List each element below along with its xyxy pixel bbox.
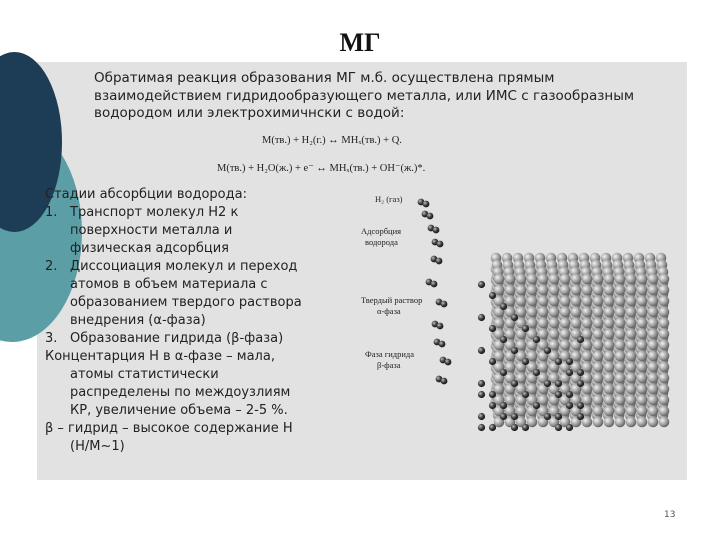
metal-atom — [549, 318, 560, 329]
stage-1-text-line3: физическая адсорбция — [70, 241, 229, 256]
hydrogen-atom — [500, 402, 507, 409]
hydrogen-atom — [500, 369, 507, 376]
stage-3-text-line1: Образование гидрида (β-фаза) — [70, 331, 284, 346]
metal-atom — [593, 406, 604, 417]
metal-atom — [571, 285, 582, 296]
metal-atom — [615, 351, 626, 362]
metal-atom — [582, 296, 593, 307]
metal-atom — [604, 307, 615, 318]
metal-atom — [516, 274, 527, 285]
metal-atom — [648, 340, 659, 351]
hydrogen-atom — [478, 281, 485, 288]
metal-atom — [659, 417, 670, 428]
metal-atom — [604, 351, 615, 362]
metal-atom — [571, 307, 582, 318]
hydrogen-atom — [489, 292, 496, 299]
metal-atom — [659, 329, 670, 340]
metal-atom — [626, 417, 637, 428]
hydrogen-atom — [478, 314, 485, 321]
metal-atom — [637, 406, 648, 417]
hydrogen-atom — [441, 378, 448, 385]
hydrogen-atom — [489, 402, 496, 409]
metal-atom — [648, 285, 659, 296]
metal-atom — [582, 285, 593, 296]
metal-atom — [659, 362, 670, 373]
label-h2-gas: H₂ (газ) — [375, 194, 403, 204]
hydrogen-atom — [555, 380, 562, 387]
hydrogen-atom — [511, 380, 518, 387]
hydrogen-atom — [439, 341, 446, 348]
metal-atom — [648, 362, 659, 373]
hydrogen-atom — [577, 380, 584, 387]
metal-atom — [560, 329, 571, 340]
stage-1 — [45, 204, 345, 222]
metal-atom — [648, 395, 659, 406]
metal-atom — [560, 274, 571, 285]
hydrogen-atom — [489, 424, 496, 431]
metal-atom — [615, 285, 626, 296]
metal-atom — [659, 285, 670, 296]
metal-atom — [593, 362, 604, 373]
hydrogen-atom — [522, 391, 529, 398]
metal-atom — [549, 285, 560, 296]
metal-atom — [626, 395, 637, 406]
metal-atom — [604, 384, 615, 395]
hydrogen-atom — [555, 413, 562, 420]
hydrogen-atom — [544, 413, 551, 420]
stage-3-number: 3. — [45, 331, 58, 346]
metal-atom — [593, 285, 604, 296]
metal-atom — [527, 307, 538, 318]
metal-atom — [604, 406, 615, 417]
metal-atom — [659, 318, 670, 329]
label-adsorption-line1: Адсорбция — [361, 226, 402, 236]
metal-atom — [626, 362, 637, 373]
hydrogen-atom — [522, 358, 529, 365]
metal-atom — [648, 307, 659, 318]
metal-atom — [593, 417, 604, 428]
metal-atom — [637, 373, 648, 384]
label-hydride-phase-line2: β-фаза — [377, 360, 401, 370]
metal-atom — [571, 274, 582, 285]
hydrogen-atom — [511, 314, 518, 321]
metal-atom — [626, 373, 637, 384]
metal-atom — [560, 285, 571, 296]
metal-atom — [549, 307, 560, 318]
metal-atom — [626, 274, 637, 285]
metal-atom — [516, 285, 527, 296]
metal-atom — [615, 373, 626, 384]
metal-atom — [637, 340, 648, 351]
hydrogen-atom — [577, 336, 584, 343]
hydrogen-atom — [441, 301, 448, 308]
hydrogen-atom — [566, 402, 573, 409]
hydrogen-atom — [433, 227, 440, 234]
hydrogen-atom — [489, 358, 496, 365]
metal-atom — [538, 296, 549, 307]
metal-atom — [626, 307, 637, 318]
metal-atom — [593, 296, 604, 307]
metal-atom — [615, 362, 626, 373]
label-adsorption-line2: водорода — [365, 237, 398, 247]
stage-1-number: 1. — [45, 205, 58, 220]
hydrogen-atom — [489, 325, 496, 332]
concentration-text-line2: атомы статистически — [70, 367, 219, 382]
hydrogen-atom — [566, 369, 573, 376]
hydrogen-atom — [555, 358, 562, 365]
metal-atom — [626, 384, 637, 395]
metal-atom — [626, 340, 637, 351]
metal-atom — [626, 318, 637, 329]
metal-atom — [582, 307, 593, 318]
equation-gas-reaction: M(тв.) + H₂(г.) ↔ MHₓ(тв.) + Q. — [262, 135, 402, 146]
metal-atom — [637, 351, 648, 362]
metal-atom — [626, 296, 637, 307]
concentration-text-line3: распределены по междоузлиям — [70, 385, 291, 400]
metal-atom — [648, 274, 659, 285]
hydrogen-atom — [436, 258, 443, 265]
metal-atom — [637, 362, 648, 373]
hydrogen-atom — [533, 369, 540, 376]
metal-atom — [604, 274, 615, 285]
metal-atom — [659, 296, 670, 307]
metal-atom — [659, 274, 670, 285]
hydrogen-atom — [431, 281, 438, 288]
hydrogen-atom — [478, 380, 485, 387]
lattice-illustration — [339, 184, 687, 434]
metal-atom — [615, 340, 626, 351]
metal-atom — [648, 417, 659, 428]
hydrogen-atom — [522, 424, 529, 431]
concentration-text-line1: Концентарция Н в α-фазе – мала, — [45, 349, 275, 364]
metal-atom — [516, 296, 527, 307]
slide-title: МГ — [339, 28, 381, 57]
metal-atom — [604, 318, 615, 329]
hydrogen-atom — [522, 325, 529, 332]
stage-2-text-line3: образованием твердого раствора — [70, 295, 302, 310]
metal-atom — [582, 318, 593, 329]
metal-atom — [604, 373, 615, 384]
intro-paragraph: Обратимая реакция образования МГ м.б. осуществлена прямым взаимодействием гидридообразующего металла, или ИМС с газообразным водородом или электрохимичнски с водой: — [94, 70, 635, 121]
metal-atom — [659, 406, 670, 417]
metal-atom — [505, 285, 516, 296]
metal-atom — [604, 395, 615, 406]
metal-atom — [604, 296, 615, 307]
stage-2-text-line1: Диссоциация молекул и переход — [70, 259, 298, 274]
stage-2-text-line4: внедрения (α-фаза) — [70, 313, 206, 328]
hydrogen-atom — [427, 213, 434, 220]
hydrogen-atom — [544, 347, 551, 354]
hydrogen-atom — [555, 424, 562, 431]
metal-atom — [615, 307, 626, 318]
metal-atom — [593, 307, 604, 318]
metal-atom — [549, 274, 560, 285]
metal-atom — [648, 406, 659, 417]
metal-atom — [637, 329, 648, 340]
concentration-text-line4: КР, увеличение объема – 2-5 %. — [70, 403, 288, 418]
metal-atom — [549, 329, 560, 340]
content-panel — [37, 62, 687, 520]
hydrogen-atom — [437, 241, 444, 248]
stage-2-text-line2: атомов в объем материала с — [70, 277, 268, 292]
metal-atom — [593, 395, 604, 406]
stage-1-text-line1: Транспорт молекул Н2 к — [70, 205, 239, 220]
hydrogen-atom — [555, 391, 562, 398]
metal-atom — [626, 285, 637, 296]
metal-atom — [637, 285, 648, 296]
metal-atom — [604, 362, 615, 373]
metal-atom — [637, 384, 648, 395]
metal-atom — [593, 340, 604, 351]
metal-atom — [560, 318, 571, 329]
hydrogen-atom — [566, 391, 573, 398]
metal-atom — [538, 285, 549, 296]
metal-atom — [637, 318, 648, 329]
metal-atom — [626, 406, 637, 417]
metal-atom — [560, 340, 571, 351]
metal-atom — [648, 329, 659, 340]
hydrogen-atom — [445, 359, 452, 366]
metal-atom — [593, 329, 604, 340]
metal-atom — [615, 329, 626, 340]
stages-heading: Стадии абсорбции водорода: — [45, 187, 247, 202]
metal-atom — [527, 296, 538, 307]
metal-atom — [659, 384, 670, 395]
stage-2 — [45, 258, 345, 276]
stage-2-number: 2. — [45, 259, 58, 274]
hydrogen-atom — [478, 424, 485, 431]
hydrogen-atom — [566, 424, 573, 431]
metal-atom — [538, 307, 549, 318]
metal-atom — [659, 395, 670, 406]
metal-atom — [582, 351, 593, 362]
hydrogen-atom — [566, 358, 573, 365]
hydrogen-atom — [511, 347, 518, 354]
metal-atom — [593, 274, 604, 285]
metal-atom — [659, 351, 670, 362]
metal-atom — [637, 395, 648, 406]
metal-atom — [615, 296, 626, 307]
metal-atom — [615, 417, 626, 428]
metal-atom — [615, 406, 626, 417]
metal-atom — [648, 318, 659, 329]
hydrogen-atom — [478, 391, 485, 398]
stage-1-text-line2: поверхности металла и — [70, 223, 233, 238]
stage-3 — [45, 330, 345, 348]
metal-atom — [648, 384, 659, 395]
metal-atom — [637, 296, 648, 307]
hydrogen-atom — [511, 413, 518, 420]
metal-atom — [582, 274, 593, 285]
label-hydride-phase-line1: Фаза гидрида — [365, 349, 414, 359]
equation-electrochemical-reaction: M(тв.) + H₂O(ж.) + e⁻ ↔ MHₓ(тв.) + OH⁻(ж.)*. — [217, 163, 426, 174]
metal-atom — [527, 274, 538, 285]
absorption-stages-list — [45, 186, 345, 456]
hydrogen-atom — [577, 402, 584, 409]
hydrogen-atom — [437, 323, 444, 330]
metal-atom — [593, 373, 604, 384]
metal-atom — [659, 373, 670, 384]
hydrogen-atom — [577, 413, 584, 420]
metal-atom — [593, 384, 604, 395]
metal-atom — [648, 296, 659, 307]
metal-atom — [505, 274, 516, 285]
metal-atom — [593, 318, 604, 329]
metal-atom — [626, 329, 637, 340]
metal-atom — [593, 351, 604, 362]
metal-atom — [604, 285, 615, 296]
hydrogen-atom — [533, 336, 540, 343]
metal-atom — [604, 340, 615, 351]
metal-atom — [615, 318, 626, 329]
metal-atom — [604, 329, 615, 340]
hydrogen-atom — [478, 413, 485, 420]
metal-atom — [648, 373, 659, 384]
metal-atom — [571, 296, 582, 307]
metal-atom — [637, 307, 648, 318]
metal-atom — [659, 307, 670, 318]
metal-atom — [637, 417, 648, 428]
hydrogen-atom — [423, 201, 430, 208]
metal-atom — [527, 285, 538, 296]
hydrogen-atom — [489, 391, 496, 398]
metal-atom — [538, 274, 549, 285]
label-solid-solution-line1: Твердый раствор — [361, 295, 423, 305]
metal-atom — [659, 340, 670, 351]
hydrogen-atom — [500, 303, 507, 310]
hydrogen-absorption-diagram — [339, 184, 687, 434]
beta-hydride-text-line2: (Н/М~1) — [70, 439, 125, 454]
metal-atom — [560, 296, 571, 307]
hydrogen-atom — [511, 424, 518, 431]
metal-atom — [637, 274, 648, 285]
metal-atom — [615, 384, 626, 395]
hydrogen-atom — [533, 402, 540, 409]
hydrogen-atom — [500, 413, 507, 420]
metal-atom — [571, 318, 582, 329]
label-solid-solution-line2: α-фаза — [377, 306, 401, 316]
metal-atom — [615, 274, 626, 285]
hydrogen-atom — [478, 347, 485, 354]
metal-atom — [538, 318, 549, 329]
metal-atom — [604, 417, 615, 428]
metal-atom — [615, 395, 626, 406]
beta-hydride-text-line1: β – гидрид – высокое содержание Н — [45, 421, 293, 436]
hydrogen-atom — [500, 336, 507, 343]
hydrogen-atom — [577, 369, 584, 376]
metal-atom — [648, 351, 659, 362]
metal-atom — [549, 296, 560, 307]
page-number: 13 — [664, 510, 676, 520]
metal-atom — [626, 351, 637, 362]
hydrogen-atom — [544, 380, 551, 387]
metal-atom — [494, 274, 505, 285]
metal-atom — [560, 307, 571, 318]
